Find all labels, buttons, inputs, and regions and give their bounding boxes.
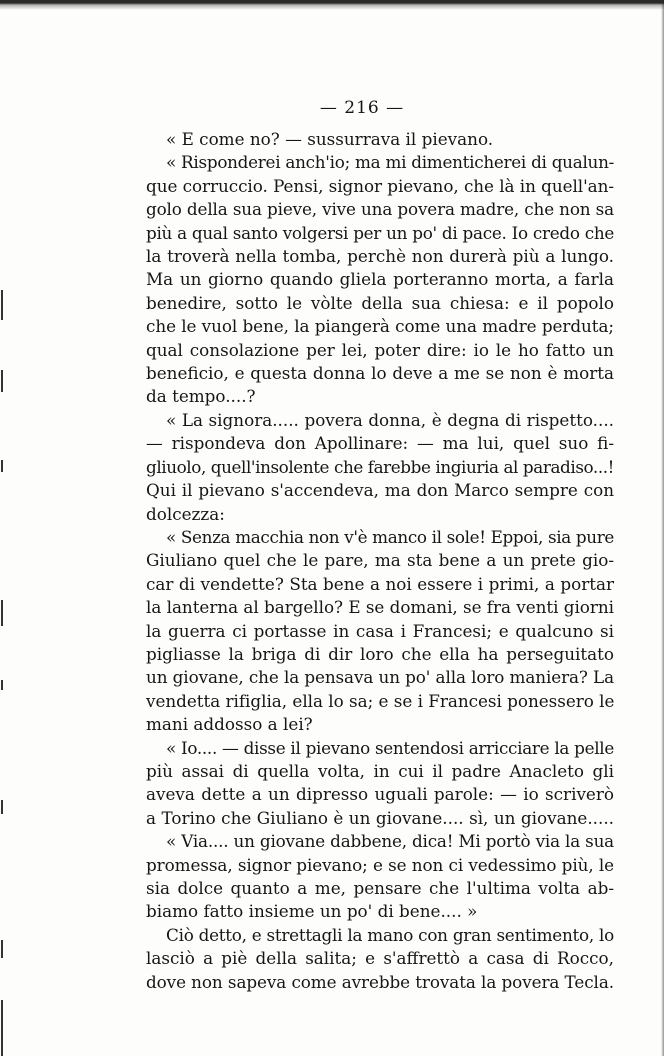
scan-top-edge bbox=[0, 0, 664, 10]
text-line: dove non sapeva come avrebbe trovata la povera Tecla. bbox=[146, 971, 614, 992]
text-line: — rispondeva don Apollinare: — ma lui, quel suo fi- bbox=[146, 433, 614, 454]
text-line: dolcezza: bbox=[146, 503, 225, 524]
text-line: beneficio, e questa donna lo deve a me se non è morta bbox=[146, 363, 614, 384]
text-line: gliuolo, quell'insolente che farebbe ingiuria al paradiso...! bbox=[146, 456, 614, 477]
text-line: lasciò a piè della salita; e s'affrettò a casa di Rocco, bbox=[146, 948, 614, 969]
text-line: più a qual santo volgersi per un po' di pace. Io credo che bbox=[146, 222, 614, 243]
text-line: Ciò detto, e strettagli la mano con gran sentimento, lo bbox=[166, 924, 614, 945]
scan-left-edge bbox=[0, 40, 8, 1056]
text-line: car di vendette? Sta bene a noi essere i primi, a portar bbox=[146, 573, 614, 594]
text-line: Ma un giorno quando gliela porteranno morta, a farla bbox=[146, 269, 614, 290]
text-line: mani addosso a lei? bbox=[146, 714, 313, 735]
text-line: « Senza macchia non v'è manco il sole! Eppoi, sia pure bbox=[166, 526, 614, 547]
text-line: la guerra ci portasse in casa i Francesi; e qualcuno si bbox=[146, 620, 614, 641]
text-line: che le vuol bene, la piangerà come una madre perduta; bbox=[146, 316, 614, 337]
text-line: promessa, signor pievano; e se non ci vedessimo più, le bbox=[146, 854, 614, 875]
text-line: Qui il pievano s'accendeva, ma don Marco sempre con bbox=[146, 480, 614, 501]
text-line: la troverà nella tomba, perchè non durerà più a lungo. bbox=[146, 246, 614, 267]
text-line: vendetta rifiglia, ella lo sa; e se i Francesi ponessero le bbox=[146, 690, 615, 711]
page-number: — 216 — bbox=[319, 98, 405, 118]
text-line: « Via.... un giovane dabbene, dica! Mi portò via la sua bbox=[166, 831, 614, 852]
text-line: « La signora..... povera donna, è degna di rispetto.... bbox=[166, 409, 614, 430]
text-line: que corruccio. Pensi, signor pievano, che là in quell'an- bbox=[146, 175, 614, 196]
text-line: la lanterna al bargello? E se domani, se fra venti giorni bbox=[146, 597, 614, 618]
text-line: « E come no? — sussurrava il pievano. bbox=[166, 129, 494, 149]
text-line: a Torino che Giuliano è un giovane.... sì, un giovane..... bbox=[146, 807, 614, 828]
text-line: Giuliano quel che le pare, ma sta bene a un prete gio- bbox=[146, 550, 614, 571]
text-line: sia dolce quanto a me, pensare che l'ultima volta ab- bbox=[146, 878, 614, 898]
text-line: un giovane, che la pensava un po' alla loro maniera? La bbox=[146, 667, 614, 688]
text-line: biamo fatto insieme un po' di bene.... » bbox=[146, 901, 478, 922]
text-line: da tempo....? bbox=[146, 386, 256, 407]
text-line: « Risponderei anch'io; ma mi dimenticherei di qualun- bbox=[166, 152, 614, 173]
text-line: più assai di quella volta, in cui il padre Anacleto gli bbox=[146, 760, 614, 781]
text-line: qual consolazione per lei, poter dire: io le ho fatto un bbox=[146, 339, 614, 360]
body-text bbox=[146, 128, 614, 994]
text-line: golo della sua pieve, vive una povera madre, che non sa bbox=[146, 199, 614, 220]
text-line: pigliasse la briga di dir loro che ella ha perseguitato bbox=[146, 643, 614, 664]
text-line: « Io.... — disse il pievano sentendosi arricciare la pelle bbox=[166, 737, 614, 758]
text-line: aveva dette a un dipresso uguali parole: — io scriverò bbox=[146, 784, 614, 805]
text-line: benedire, sotto le vòlte della sua chiesa: e il popolo bbox=[146, 292, 614, 313]
